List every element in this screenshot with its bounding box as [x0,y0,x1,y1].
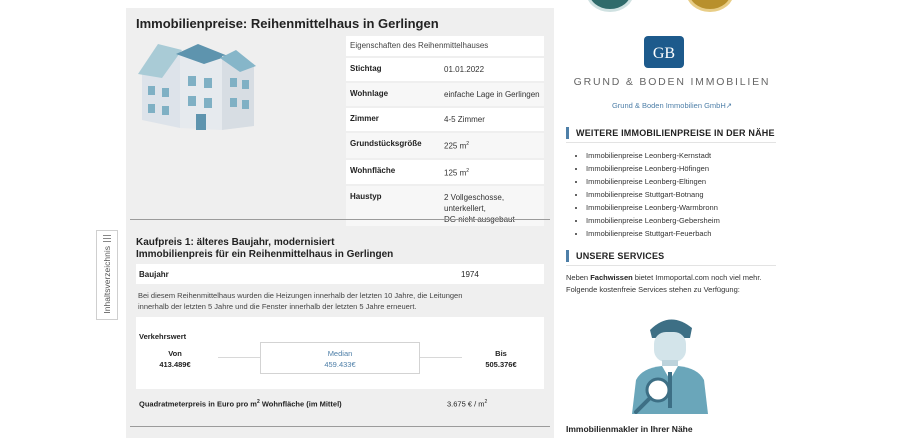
renovation-note: Bei diesem Reihenmittelhaus wurden die Heizungen innerhalb der letzten 10 Jahre, die Leitungen innerhalb der letzten 5 Jahre und die Fenster innerhalb der letzten 5 Jahre erneuert. [138,291,463,311]
square-meter-price-row: Quadratmeterpreis in Euro pro $m^2$ Wohnfläche (im Mittel) 3.675 € / $m^2$ [139,399,488,409]
plot-size-value: 225 $m^2$ [444,141,470,151]
award-seal-icon [586,0,634,12]
logo-letters: GB [652,45,676,62]
brand-link[interactable]: Grund & Boden Immobilien GmbH↗ [611,101,733,110]
section-title: Immobilienpreise: Reihenmittelhaus in Gerlingen [136,16,439,31]
row-house-icon [136,38,256,134]
divider [130,219,550,220]
table-row: Wohnlage einfache Lage in Gerlingen [346,83,544,106]
brand-name: GRUND & BODEN IMMOBILIEN [573,76,771,88]
nearby-links [578,149,720,240]
grund-boden-logo [644,36,684,68]
table-row: Grundstücksgröße 225 $m^2$ [346,133,544,158]
table-row: Stichtag 01.01.2022 [346,58,544,81]
main-content [126,8,554,438]
advisor-illustration-icon [622,308,718,414]
table-row: Haustyp 2 Vollgeschosse, unterkellert, [346,186,544,226]
verkehrswert-box [136,317,544,389]
table-row: Zimmer 4-5 Zimmer [346,108,544,131]
toc-label: Inhaltsverzeichnis [102,246,112,314]
menu-icon [103,235,111,242]
list-item[interactable]: • Immobilienpreise Leonberg-Kernstadt [586,149,720,162]
table-row: Wohnfläche 125 $m^2$ [346,160,544,185]
award-seal-icon [686,0,734,12]
baujahr-row: Baujahr 1974 [136,264,544,284]
list-item[interactable]: • Immobilienpreise Leonberg-Eltingen [586,175,720,188]
list-item[interactable]: • Immobilienpreise Leonberg-Warmbronn [586,201,720,214]
min-value: Von 413.489€ [159,349,191,369]
list-item[interactable]: • Immobilienpreise Stuttgart-Feuerbach [586,227,720,240]
nearby-heading: WEITERE IMMOBILIENPREISE IN DER NÄHE [566,127,775,139]
external-link-icon: ↗ [725,101,733,110]
divider [566,265,776,266]
properties-table [346,36,544,226]
services-text: Neben Fachwissen bietet Immoportal.com noch viel mehr. Folgende kostenfreie Services stehen zu Verfügung: [566,273,762,294]
living-area-value: 125 $m^2$ [444,167,470,178]
table-of-contents-tab[interactable] [96,230,118,320]
sidebar [562,0,782,438]
makler-heading: Immobilienmakler in Ihrer Nähe [566,424,693,434]
list-item[interactable]: • Immobilienpreise Leonberg-Gebersheim [586,214,720,227]
house-type-value: 2 Vollgeschosse, unterkellert, [444,193,505,214]
max-value: Bis 505.376€ [485,349,517,369]
divider [566,142,776,143]
list-item[interactable]: • Immobilienpreise Stuttgart-Botnang [586,188,720,201]
verkehrswert-label: Verkehrswert [139,332,187,341]
services-heading: UNSERE SERVICES [566,250,664,262]
list-item[interactable]: • Immobilienpreise Leonberg-Höfingen [586,162,720,175]
kaufpreis-title: Kaufpreis 1: älteres Baujahr, modernisiert Immobilienpreis für ein Reihenmittelhaus in Gerlingen [136,237,394,260]
properties-header: Eigenschaften des Reihenmittelhauses [346,36,544,56]
median-value: Median 459.433€ [260,342,420,374]
divider [130,426,550,427]
